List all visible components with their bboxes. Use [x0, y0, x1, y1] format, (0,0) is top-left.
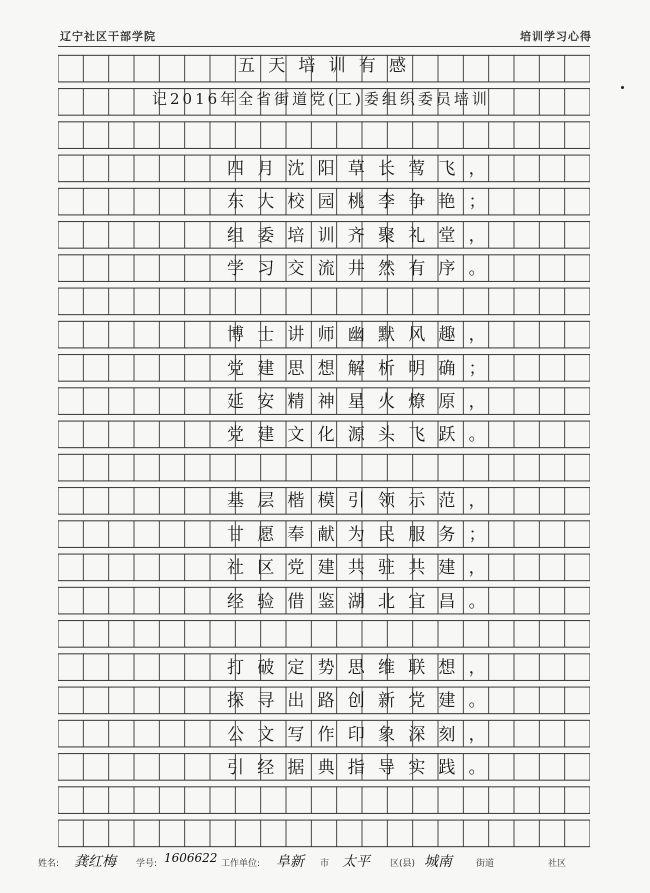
district-suffix: 区(县): [390, 859, 416, 869]
community-suffix: 社区: [548, 859, 567, 869]
essay-subtitle: 记2016年全省街道党(工)委组织委员培训: [152, 90, 490, 108]
stanza-3-line-2: 甘愿奉献为民服务；: [227, 525, 499, 545]
header-rule: [58, 46, 590, 47]
name-value: 龚红梅: [74, 854, 116, 870]
stanza-4-line-4: 引经据典指导实践。: [227, 758, 499, 778]
street-value: 城南: [424, 854, 452, 870]
stanza-4-line-2: 探寻出路创新党建。: [227, 691, 499, 711]
student-id-label: 学号:: [136, 859, 158, 869]
stanza-2-line-1: 博士讲师幽默风趣，: [227, 325, 499, 345]
stanza-2-line-4: 党建文化源头飞跃。: [227, 425, 499, 445]
street-suffix: 街道: [476, 859, 495, 869]
stanza-3-line-1: 基层楷模引领示范，: [227, 491, 499, 511]
stanza-3-line-4: 经验借鉴湖北宜昌。: [227, 592, 499, 612]
stanza-3-line-3: 社区党建共驻共建，: [227, 558, 499, 578]
work-unit-label: 工作单位:: [221, 859, 261, 869]
stanza-2-line-2: 党建思想解析明确；: [227, 359, 499, 379]
stanza-1-line-1: 四月沈阳草长莺飞，: [227, 159, 499, 179]
stanza-2-line-3: 延安精神星火燎原，: [227, 392, 499, 412]
name-label: 姓名:: [38, 859, 60, 869]
city-value: 阜新: [276, 854, 304, 870]
stanza-1-line-3: 组委培训齐聚礼堂，: [227, 226, 499, 246]
document-type-header: 培训学习心得: [520, 30, 592, 43]
stanza-4-line-1: 打破定势思维联想，: [227, 658, 499, 678]
stanza-1-line-4: 学习交流井然有序。: [227, 259, 499, 279]
stanza-4-line-3: 公文写作印象深刻，: [227, 725, 499, 745]
essay-title: 五天培训有感: [238, 56, 420, 76]
city-suffix: 市: [320, 859, 330, 869]
margin-mark: [621, 86, 624, 89]
institution-header: 辽宁社区干部学院: [60, 30, 156, 43]
student-info-footer: [38, 850, 598, 870]
district-value: 太平: [342, 854, 370, 870]
stanza-1-line-2: 东大校园桃李争艳；: [227, 192, 499, 212]
student-id-value: 1606622: [164, 851, 218, 865]
